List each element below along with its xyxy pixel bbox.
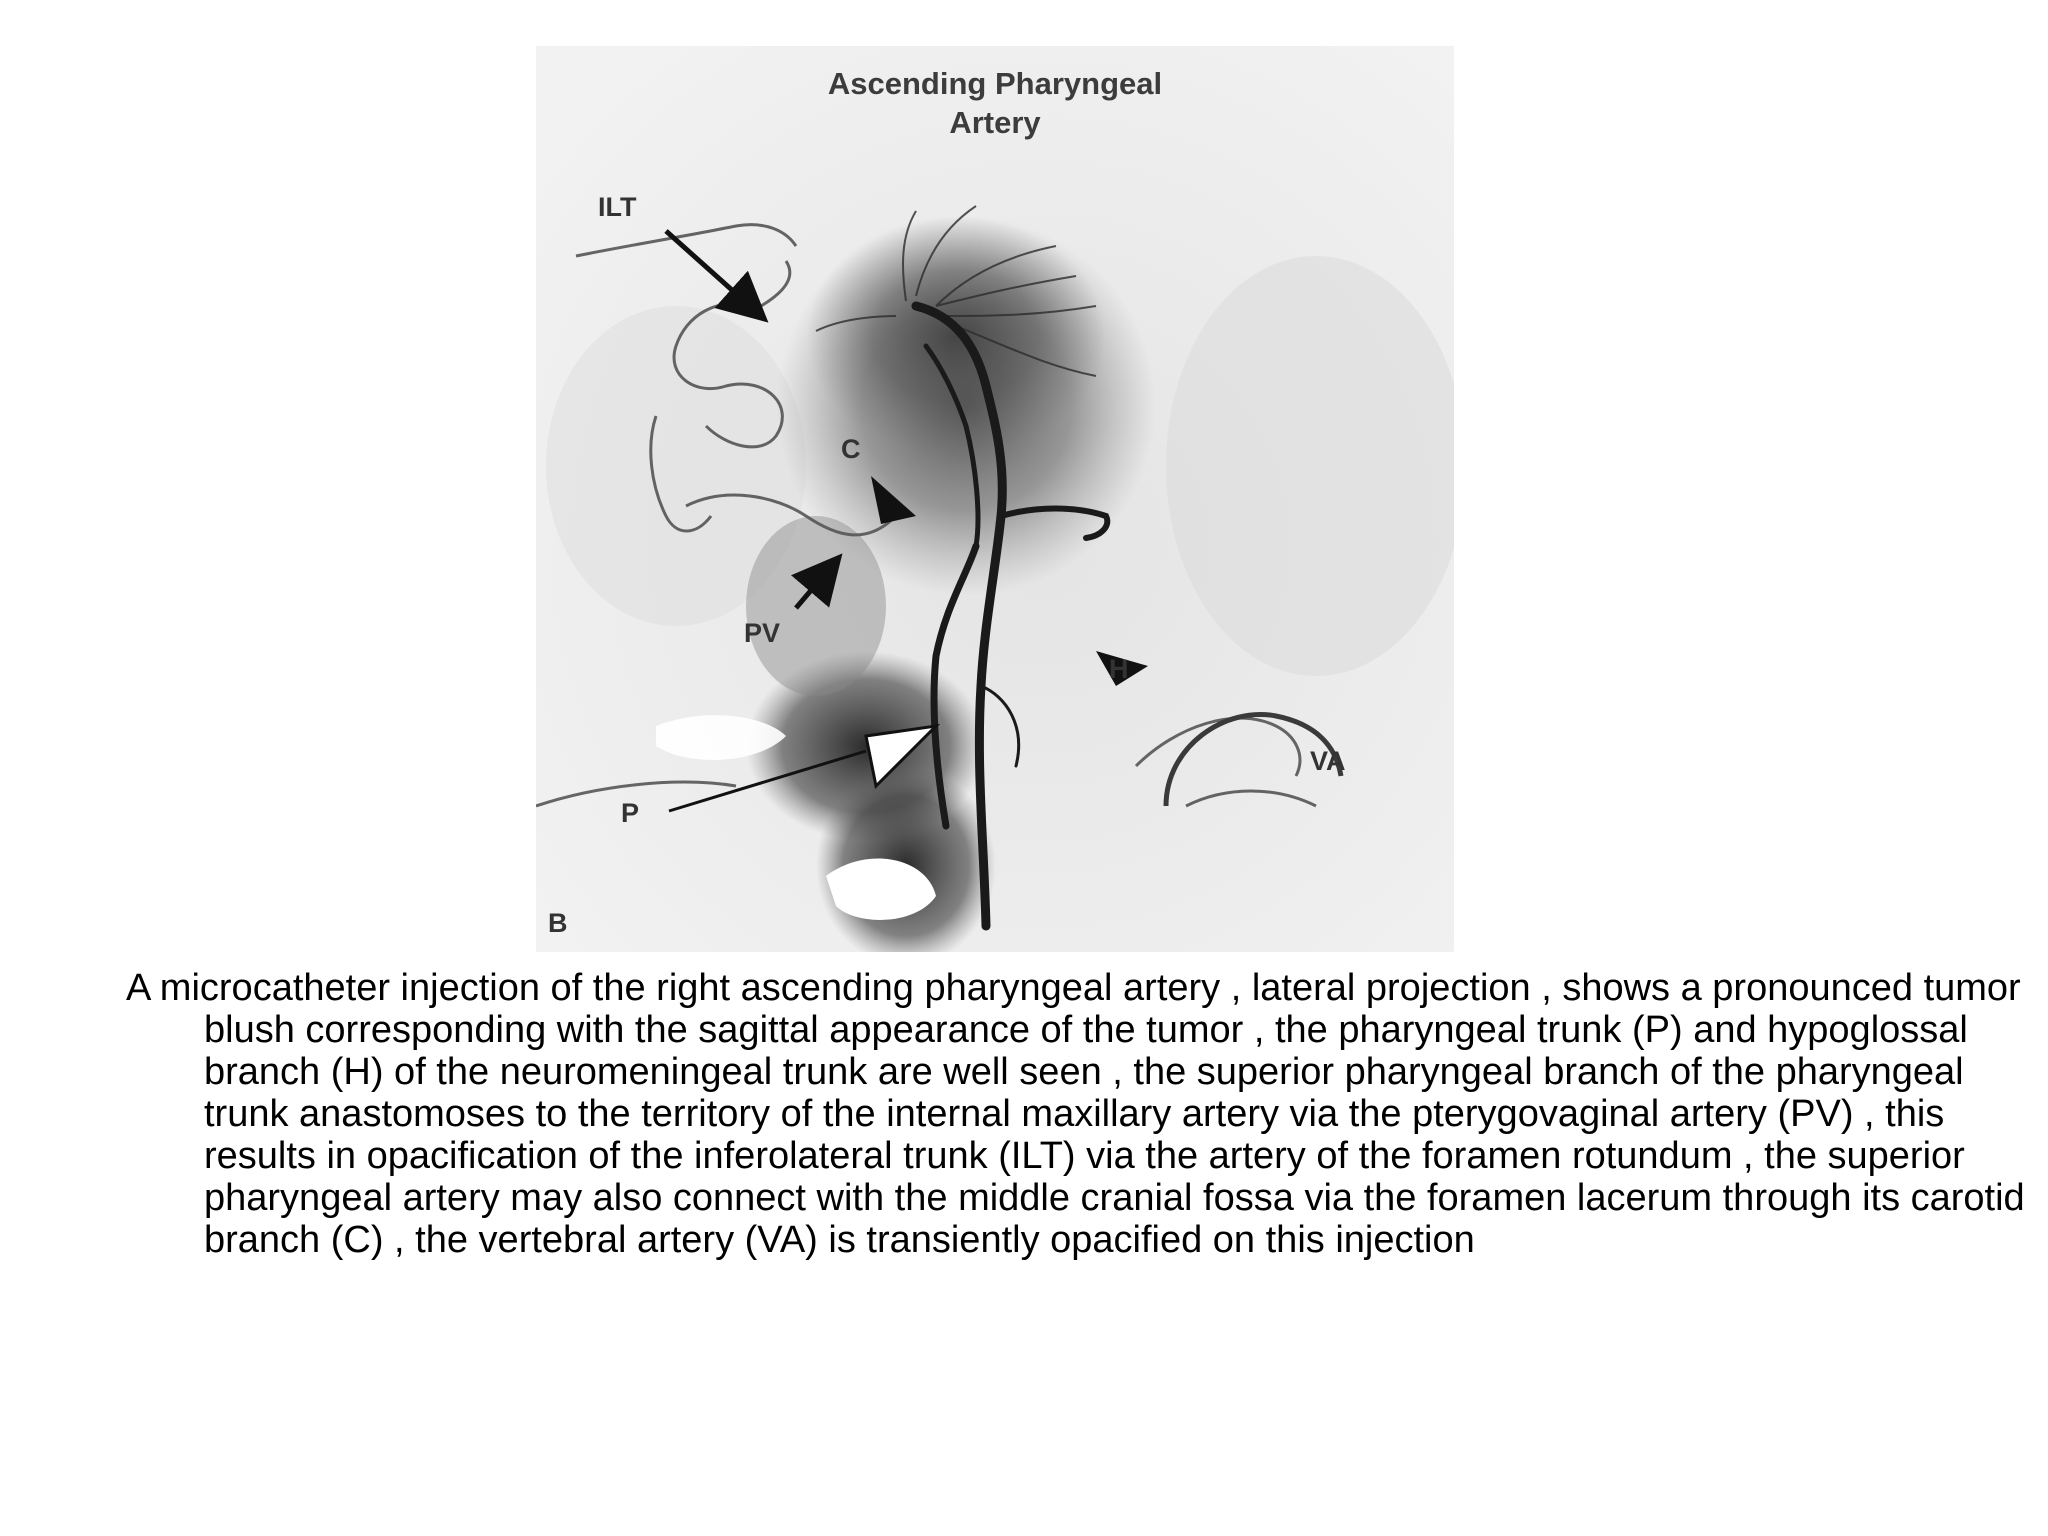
label-pv: PV [744, 618, 781, 648]
label-b: B [548, 908, 568, 938]
label-p: P [621, 798, 640, 828]
label-c: C [841, 434, 861, 464]
figure-title-line2: Artery [949, 105, 1041, 140]
angiogram-image [536, 46, 1454, 952]
figure-caption: A microcatheter injection of the right ascending pharyngeal artery , lateral projection , shows a pronounced tumor blush corresponding with the sagittal appearance of the tumor , the pharyngeal trunk (P) and hypoglossal branch (H) of the neuromeningeal trunk are well seen , the superior pharyngeal branch of the pharyngeal trunk anastomoses to the territory of the internal maxillary artery via the pterygovaginal artery (PV) , this results in opacification of the inferolateral trunk (ILT) via the artery of the foramen rotundum , the superior pharyngeal artery may also connect with the middle cranial fossa via the foramen lacerum through its carotid branch (C) , the vertebral artery (VA) is transiently opacified on this injection [126, 967, 2025, 1261]
figure-title-line1: Ascending Pharyngeal [827, 66, 1163, 101]
label-h: H [1109, 654, 1129, 684]
label-ilt: ILT [598, 192, 637, 222]
angiogram-figure [536, 46, 1454, 952]
label-va: VA [1310, 746, 1346, 776]
figure-title [536, 64, 1454, 142]
